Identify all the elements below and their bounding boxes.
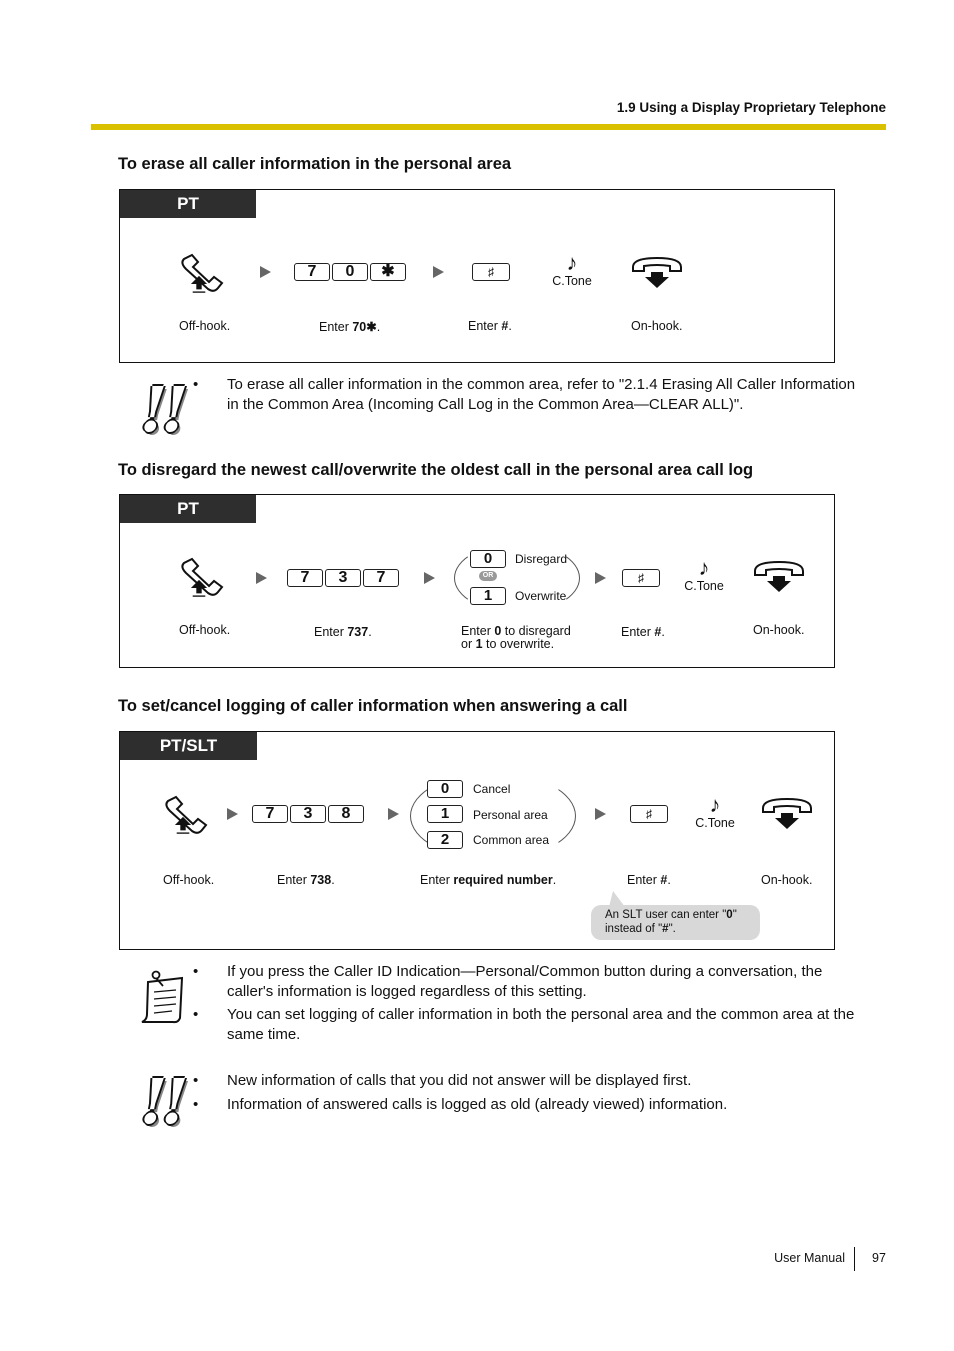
- step-arrow-icon: [424, 572, 435, 584]
- caption-enter-hash: Enter #.: [468, 319, 512, 333]
- dial-keys: [287, 569, 399, 587]
- note-list-2: [193, 962, 858, 1048]
- ctone-label: C.Tone: [552, 274, 592, 288]
- footer-divider: [854, 1247, 855, 1271]
- ctone-label: C.Tone: [684, 579, 724, 593]
- section-title-erase: To erase all caller information in the personal area: [118, 155, 512, 173]
- offhook-arrow-icon: [190, 275, 208, 293]
- music-note-icon: ♪: [709, 792, 721, 817]
- key: 7: [294, 263, 330, 281]
- caption-offhook: Off-hook.: [179, 623, 231, 637]
- option-key: 0: [427, 780, 463, 798]
- key: 7: [252, 805, 288, 823]
- step-arrow-icon: [388, 808, 399, 820]
- caption-onhook: On-hook.: [761, 873, 813, 887]
- key: ✱: [370, 263, 406, 281]
- offhook-arrow-icon: [174, 816, 192, 834]
- music-note-icon: ♪: [698, 555, 710, 580]
- option-key: 1: [427, 805, 463, 823]
- option-label: Disregard: [515, 552, 568, 566]
- hint-line1: An SLT user can enter "0": [605, 909, 737, 921]
- caption-enter-code: Enter 738.: [277, 873, 335, 887]
- offhook-arrow-icon: [190, 579, 208, 597]
- key: 3: [290, 805, 326, 823]
- onhook-icon: [760, 796, 814, 830]
- step-arrow-icon: [595, 808, 606, 820]
- section-title-logging: To set/cancel logging of caller information when answering a call: [118, 697, 628, 715]
- confirmation-tone: [542, 252, 602, 288]
- caption-enter-code: Enter 70✱.: [319, 320, 381, 334]
- step-arrow-icon: [433, 266, 444, 278]
- list-item: • To erase all caller information in the common area, refer to "2.1.4 Erasing All Caller Information in the Common Area (Incoming Call Log in the Common Area—CLEAR ALL)".: [193, 375, 858, 415]
- caption-required-number: Enter required number.: [420, 873, 557, 887]
- step-arrow-icon: [227, 808, 238, 820]
- hash-key: ♯: [630, 805, 668, 823]
- caption-offhook: Off-hook.: [163, 873, 215, 887]
- music-note-icon: ♪: [566, 250, 578, 275]
- pt-tag: PT: [120, 495, 256, 523]
- key: 8: [328, 805, 364, 823]
- notice-list-1: [193, 375, 858, 418]
- step-arrow-icon: [595, 572, 606, 584]
- running-header: 1.9 Using a Display Proprietary Telephone: [616, 100, 886, 115]
- step-arrow-icon: [256, 572, 267, 584]
- list-item: • You can set logging of caller information in both the personal area and the common area at the same time.: [193, 1005, 858, 1045]
- or-badge: OR: [479, 571, 497, 581]
- onhook-icon: [630, 255, 684, 289]
- caption-options: [461, 625, 571, 651]
- list-item: • Information of answered calls is logged as old (already viewed) information.: [193, 1095, 858, 1115]
- notice-icon: !!: [140, 373, 183, 446]
- caption-options-line2: or 1 to overwrite.: [461, 637, 555, 651]
- key: 3: [325, 569, 361, 587]
- option-key: 1: [470, 587, 506, 605]
- header-rule: [91, 124, 886, 130]
- hash-key: ♯: [622, 569, 660, 587]
- dial-keys: [294, 263, 406, 281]
- ctone-label: C.Tone: [695, 816, 735, 830]
- option-key: 0: [470, 550, 506, 568]
- option-key: 2: [427, 831, 463, 849]
- key: 7: [363, 569, 399, 587]
- notice-icon: !!: [140, 1065, 183, 1138]
- hint-line2: instead of "#".: [605, 923, 676, 935]
- caption-enter-hash: Enter #.: [627, 873, 671, 887]
- caption-options-line1: Enter 0 to disregard: [461, 624, 571, 638]
- procedure-box-disregard: [119, 494, 835, 668]
- list-item: • New information of calls that you did not answer will be displayed first.: [193, 1071, 858, 1091]
- key: 0: [332, 263, 368, 281]
- caption-offhook: Off-hook.: [179, 319, 231, 333]
- section-title-disregard: To disregard the newest call/overwrite the oldest call in the personal area call log: [118, 461, 754, 479]
- pt-slt-tag: PT/SLT: [120, 732, 257, 760]
- option-label: Overwrite: [515, 589, 567, 603]
- option-label: Common area: [473, 833, 550, 847]
- confirmation-tone: [674, 557, 734, 593]
- procedure-box-erase: [119, 189, 835, 363]
- option-label: Cancel: [473, 782, 511, 796]
- step-arrow-icon: [260, 266, 271, 278]
- hash-key: ♯: [472, 263, 510, 281]
- caption-onhook: On-hook.: [753, 623, 805, 637]
- caption-enter-hash: Enter #.: [621, 625, 665, 639]
- slt-hint-bubble: [591, 905, 760, 940]
- dial-keys: [252, 805, 364, 823]
- onhook-icon: [752, 559, 806, 593]
- key: 7: [287, 569, 323, 587]
- list-item: • If you press the Caller ID Indication—Personal/Common button during a conversation, the caller's information is logged regardless of this setting.: [193, 962, 858, 1002]
- confirmation-tone: [685, 794, 745, 830]
- caption-onhook: On-hook.: [631, 319, 683, 333]
- notice-list-3: [193, 1071, 858, 1118]
- memo-note-icon: [138, 968, 188, 1026]
- footer-label: User Manual: [774, 1251, 845, 1265]
- caption-enter-code: Enter 737.: [314, 625, 372, 639]
- pt-tag: PT: [120, 190, 256, 218]
- option-label: Personal area: [473, 808, 548, 822]
- page-number: 97: [872, 1251, 886, 1265]
